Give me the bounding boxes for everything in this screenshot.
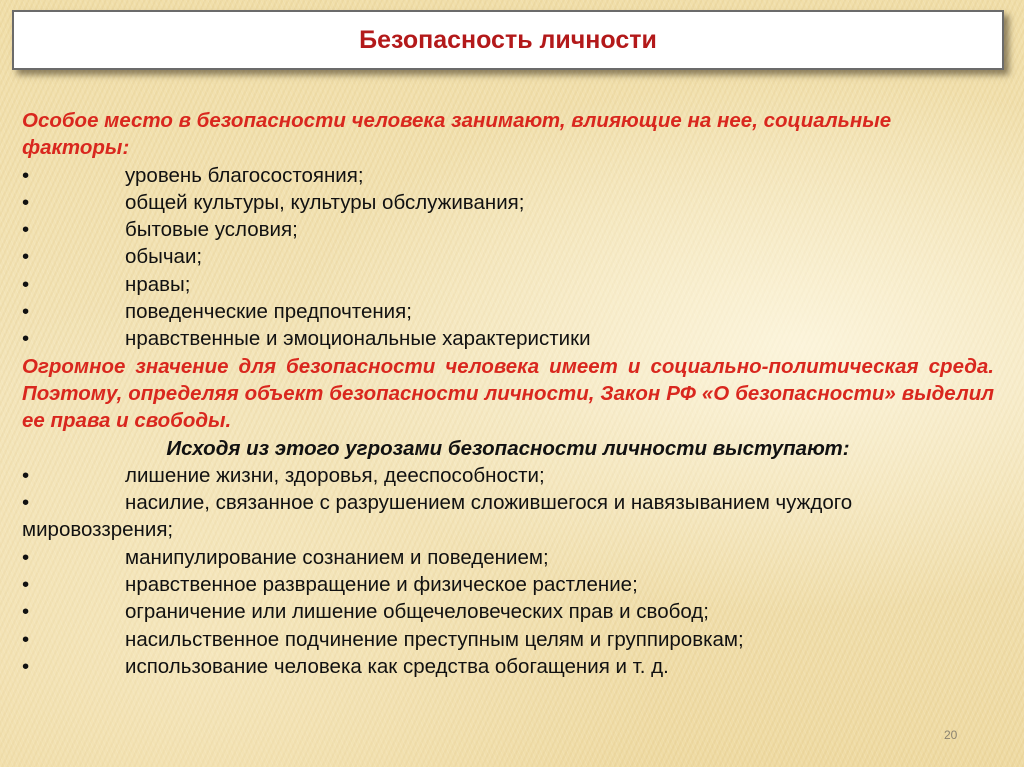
threats-list	[22, 462, 994, 680]
factor-text: бытовые условия;	[125, 218, 298, 242]
bullet-marker: •	[22, 218, 30, 242]
factor-text: обычаи;	[125, 245, 203, 269]
title-box	[12, 10, 1004, 70]
list-item	[22, 162, 994, 189]
bullet-marker: •	[22, 573, 30, 597]
page-number: 20	[944, 728, 958, 742]
bullet-marker: •	[22, 654, 30, 678]
bullet-marker: •	[22, 163, 30, 187]
factor-text: уровень благосостояния;	[125, 163, 364, 187]
bullet-marker: •	[22, 463, 30, 487]
list-item	[22, 626, 994, 653]
bullet-marker: •	[22, 600, 30, 624]
bullet-marker: •	[22, 190, 30, 214]
list-item	[22, 189, 994, 216]
list-item	[22, 271, 994, 298]
bullet-marker: •	[22, 491, 30, 515]
factor-text: нравственные и эмоциональные характеристики	[125, 327, 591, 351]
factors-list	[22, 162, 994, 353]
slide-title: Безопасность личности	[359, 25, 657, 54]
bullet-marker: •	[22, 627, 30, 651]
bullet-marker: •	[22, 545, 30, 569]
list-item	[22, 298, 994, 325]
factor-text: поведенческие предпочтения;	[125, 300, 412, 324]
threat-text: насильственное подчинение преступным целям и группировкам;	[125, 627, 744, 651]
threat-text: насилие, связанное с разрушением сложившегося и навязыванием чуждого мировоззрения;	[22, 491, 853, 542]
slide-content	[22, 107, 994, 680]
list-item	[22, 489, 994, 544]
threat-text: ограничение или лишение общечеловеческих прав и свобод;	[125, 600, 709, 624]
list-item	[22, 462, 994, 489]
list-item	[22, 598, 994, 625]
list-item	[22, 243, 994, 270]
bullet-marker: •	[22, 327, 30, 351]
threat-text: манипулирование сознанием и поведением;	[125, 545, 549, 569]
threat-text: использование человека как средства обогащения и т. д.	[125, 654, 669, 678]
list-item	[22, 216, 994, 243]
factor-text: нравы;	[125, 272, 191, 296]
bullet-marker: •	[22, 245, 30, 269]
political-paragraph: Огромное значение для безопасности человека имеет и социально-политическая среда. Поэтому, определяя объект безопасности личности, Закон РФ «О безопасности» выделил ее права и свободы.	[22, 354, 994, 433]
factor-text: общей культуры, культуры обслуживания;	[125, 190, 525, 214]
bullet-marker: •	[22, 272, 30, 296]
list-item	[22, 653, 994, 680]
threats-heading: Исходя из этого угрозами безопасности личности выступают:	[166, 436, 850, 460]
intro-text: Особое место в безопасности человека занимают, влияющие на нее, социальные факторы:	[22, 109, 892, 160]
list-item	[22, 571, 994, 598]
threat-text: нравственное развращение и физическое растление;	[125, 573, 638, 597]
list-item	[22, 325, 994, 352]
list-item	[22, 544, 994, 571]
threat-text: лишение жизни, здоровья, дееспособности;	[125, 463, 545, 487]
bullet-marker: •	[22, 300, 30, 324]
